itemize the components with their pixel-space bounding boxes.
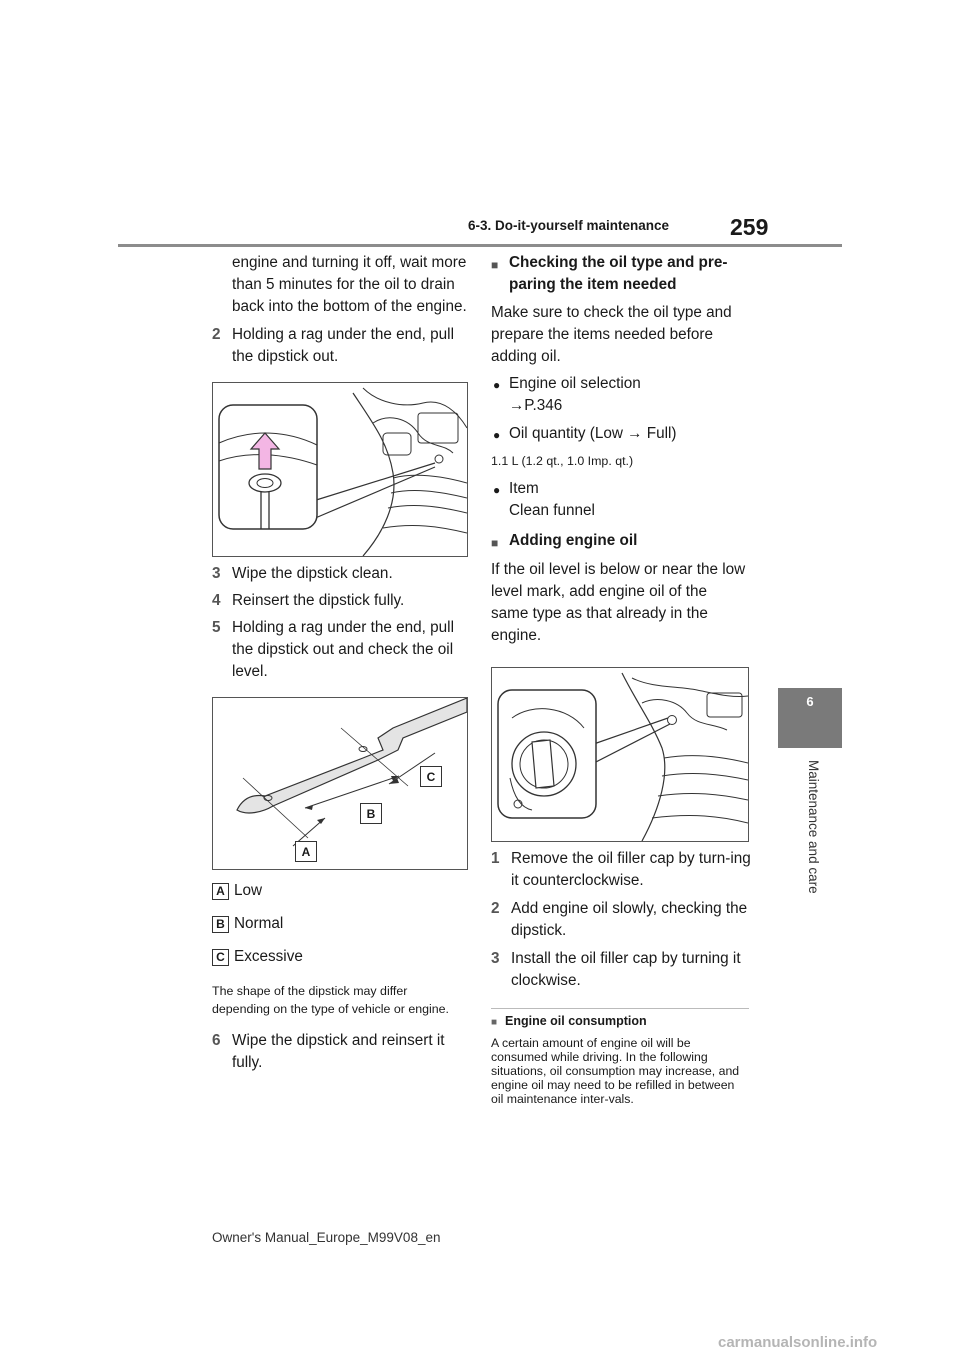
page-number: 259 (730, 214, 769, 240)
section-marker-icon: ■ (491, 1017, 498, 1028)
step-3 (212, 563, 472, 585)
adding-oil-text: If the oil level is below or near the low level mark, add engine oil of the same type as that already in the engine. (491, 561, 746, 644)
chapter-tab[interactable] (778, 688, 842, 748)
heading-oil-consumption: ■ Engine oil consumption (491, 1012, 751, 1032)
section-title: 6-3. Do-it-yourself maintenance (468, 218, 670, 233)
step-text: Holding a rag under the end, pull the dipstick out and check the oil level. (232, 619, 454, 680)
legend-key: A (212, 883, 229, 900)
step-text: Wipe the dipstick clean. (232, 565, 393, 582)
section-marker-icon: ■ (491, 258, 499, 272)
legend-excessive (212, 946, 472, 968)
document-id: Owner's Manual_Europe_M99V08_en (212, 1230, 441, 1245)
legend-low (212, 880, 472, 902)
step-number: 2 (491, 900, 500, 917)
heading-adding-oil: ■ Adding engine oil (491, 530, 751, 554)
dipstick-pull-drawing (213, 383, 467, 556)
section-marker-icon: ■ (491, 536, 499, 550)
step-number: 2 (212, 326, 221, 343)
step-text: Install the oil filler cap by turning it clockwise. (511, 950, 741, 989)
step-text: Wipe the dipstick and reinsert it fully. (232, 1032, 445, 1071)
dipstick-note: The shape of the dipstick may differ depending on the type of vehicle or engine. (212, 984, 449, 1016)
dipstick-level-illustration (212, 697, 468, 870)
bullet-icon: ● (493, 378, 501, 392)
step-number: 4 (212, 592, 221, 609)
page-reference-link[interactable]: →P.346 (509, 397, 563, 414)
level-legend (212, 880, 472, 968)
step-text: Holding a rag under the end, pull the dipstick out. (232, 326, 454, 365)
legend-label: Low (234, 882, 263, 899)
legend-key: C (212, 949, 229, 966)
level-marker-b: B (360, 803, 382, 824)
level-marker-c: C (420, 766, 442, 787)
right-step-2 (491, 898, 751, 942)
oil-quantity-value: 1.1 L (1.2 qt., 1.0 Imp. qt.) (491, 454, 634, 468)
check-oil-text: Make sure to check the oil type and prepare the items needed before adding oil. (491, 304, 732, 365)
step-2 (212, 324, 472, 368)
level-marker-a: A (295, 841, 317, 862)
step-text: Reinsert the dipstick fully. (232, 592, 405, 609)
chapter-number: 6 (806, 694, 814, 709)
step-text: Add engine oil slowly, checking the dipstick. (511, 900, 748, 939)
legend-key: B (212, 916, 229, 933)
right-step-3 (491, 948, 751, 992)
bullet-icon: ● (493, 428, 501, 442)
step-number: 1 (491, 850, 500, 867)
step-5 (212, 617, 472, 683)
right-step-1 (491, 848, 751, 892)
bullet-item: ● Item Clean funnel (491, 478, 751, 522)
section-divider (491, 1008, 749, 1009)
step-number: 3 (491, 950, 500, 967)
right-column (491, 252, 751, 1106)
intro-text: engine and turning it off, wait more than 5 minutes for the oil to drain back into the bottom of the engine. (232, 254, 467, 315)
chapter-title: Maintenance and care (806, 760, 821, 894)
legend-label: Excessive (234, 948, 303, 965)
bullet-oil-quantity: ● Oil quantity (Low → Full) (491, 423, 751, 446)
legend-label: Normal (234, 915, 284, 932)
step-number: 6 (212, 1032, 221, 1049)
oil-consumption-text: A certain amount of engine oil will be consumed while driving. In the following situations, oil consumption may increase, and engine oil may need to be refilled in between oil maintenance inter-vals. (491, 1036, 740, 1106)
step-4 (212, 590, 472, 612)
heading-check-oil: ■ Checking the oil type and pre-paring the item needed (491, 252, 751, 296)
left-column (212, 252, 472, 1074)
legend-normal (212, 913, 472, 935)
bullet-oil-selection: ● Engine oil selection →P.346 (491, 373, 751, 417)
watermark: carmanualsonline.info (718, 1334, 878, 1351)
step-number: 3 (212, 565, 221, 582)
oil-filler-cap-drawing (492, 668, 748, 841)
header-divider (118, 244, 842, 247)
oil-filler-cap-illustration (491, 667, 749, 842)
step-6 (212, 1030, 472, 1074)
bullet-icon: ● (493, 483, 501, 497)
step-number: 5 (212, 619, 221, 636)
step-text: Remove the oil filler cap by turn-ing it counterclockwise. (511, 850, 751, 889)
dipstick-pull-illustration (212, 382, 468, 557)
